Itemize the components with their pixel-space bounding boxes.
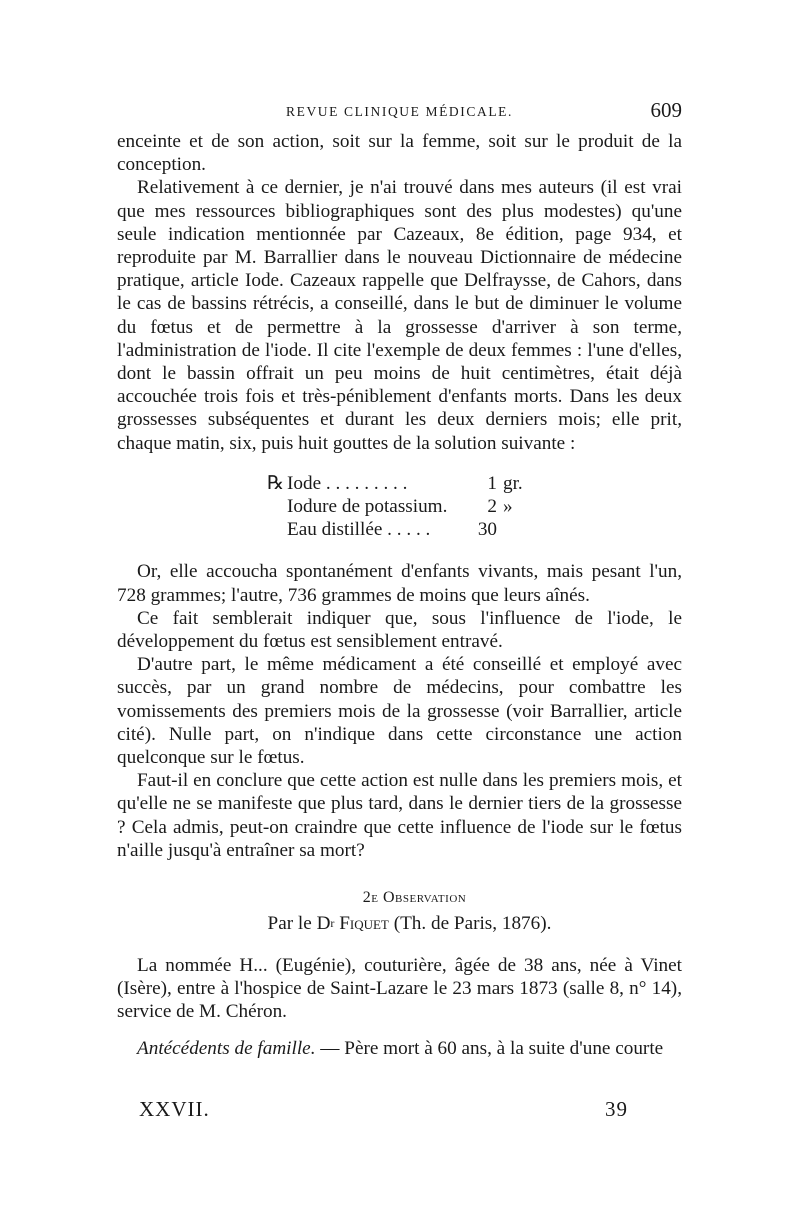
author-prefix: Par le D xyxy=(267,913,331,935)
page-footer xyxy=(139,1097,628,1127)
paragraph-1: enceinte et de son action, soit sur la femme, soit sur le produit de la conception. xyxy=(117,131,682,176)
paragraph-2: Relativement à ce dernier, je n'ai trouvé dans mes auteurs (il est vrai que mes ressources bibliographiques sont des plus modestes) qu'une seule indication mentionnée par Cazeaux, 8e édition, page 934, et reproduite par M. Barrallier dans le nouveau Dictionnaire de médecine pratique, article Iode. Cazeaux rappelle que Delfraysse, de Cahors, dans le cas de bassins rétrécis, a conseillé, dans le but de diminuer le volume du fœtus et de permettre à la grossesse d'arriver à son terme, l'administration de l'iode. Il cite l'exemple de deux femmes : l'une d'elles, dont le bassin offrait un peu moins de huit centimètres, était déjà accouchée trois fois et très-péniblement d'enfants morts. Dans les deux grossesses subséquentes et durant les deux derniers mois; elle prit, chaque matin, six, puis huit gouttes de la solution suivante : xyxy=(117,177,682,454)
recipe-symbol: ℞ xyxy=(267,472,285,494)
running-title: REVUE CLINIQUE MÉDICALE. xyxy=(286,104,513,119)
formula-unit: » xyxy=(503,496,513,518)
formula-qty: 2 xyxy=(487,496,497,518)
signature-mark-left: XXVII. xyxy=(139,1097,210,1121)
page-body xyxy=(117,130,682,1060)
observation-author xyxy=(117,912,682,935)
formula-item: Eau distillée . . . . . xyxy=(287,519,431,541)
author-title-sup: r xyxy=(330,916,335,931)
author-source: (Th. de Paris, 1876). xyxy=(393,913,552,935)
page-header xyxy=(117,98,682,126)
formula-qty: 1 xyxy=(487,472,497,494)
formula-item: Iodure de potassium. xyxy=(287,496,448,518)
author-name: Fiquet xyxy=(339,913,389,935)
formula-qty: 30 xyxy=(477,519,497,541)
antecedents-line xyxy=(117,1037,682,1060)
iodine-formula xyxy=(267,472,682,542)
observation-title: 2e Observation xyxy=(362,889,467,907)
formula-row xyxy=(267,472,682,495)
page-number: 609 xyxy=(650,98,682,122)
paragraph-5: D'autre part, le même médicament a été conseillé et employé avec succès, par un grand nombre de médecins, pour combattre les vomissements des premiers mois de la grossesse (voir Barrallier, article cité). Nulle part, on n'indique dans cette circonstance une action quelconque sur le fœtus. xyxy=(117,654,682,769)
paragraph-4: Ce fait semblerait indiquer que, sous l'influence de l'iode, le développement du fœtus est sensiblement entravé. xyxy=(117,607,682,653)
formula-unit: gr. xyxy=(503,472,523,494)
formula-item: Iode . . . . . . . . . xyxy=(287,472,408,494)
formula-row xyxy=(267,495,682,518)
signature-mark-right: 39 xyxy=(605,1097,628,1121)
paragraph-3: Or, elle accoucha spontanément d'enfants vivants, mais pesant l'un, 728 grammes; l'autre, 736 grammes de moins que leurs aînés. xyxy=(117,561,682,606)
antecedents-text: — Père mort à 60 ans, à la suite d'une courte xyxy=(320,1038,664,1060)
paragraph-7: La nommée H... (Eugénie), couturière, âgée de 38 ans, née à Vinet (Isère), entre à l'hospice de Saint-Lazare le 23 mars 1873 (salle 8, n° 14), service de M. Chéron. xyxy=(117,954,682,1022)
antecedents-label: Antécédents de famille. xyxy=(137,1038,316,1060)
formula-row xyxy=(267,518,682,541)
paragraph-6: Faut-il en conclure que cette action est nulle dans les premiers mois, et qu'elle ne se manifeste que plus tard, dans le dernier tiers de la grossesse ? Cela admis, peut-on craindre que cette influence de l'iode sur le fœtus n'aille jusqu'à entraîner sa mort? xyxy=(117,770,682,861)
